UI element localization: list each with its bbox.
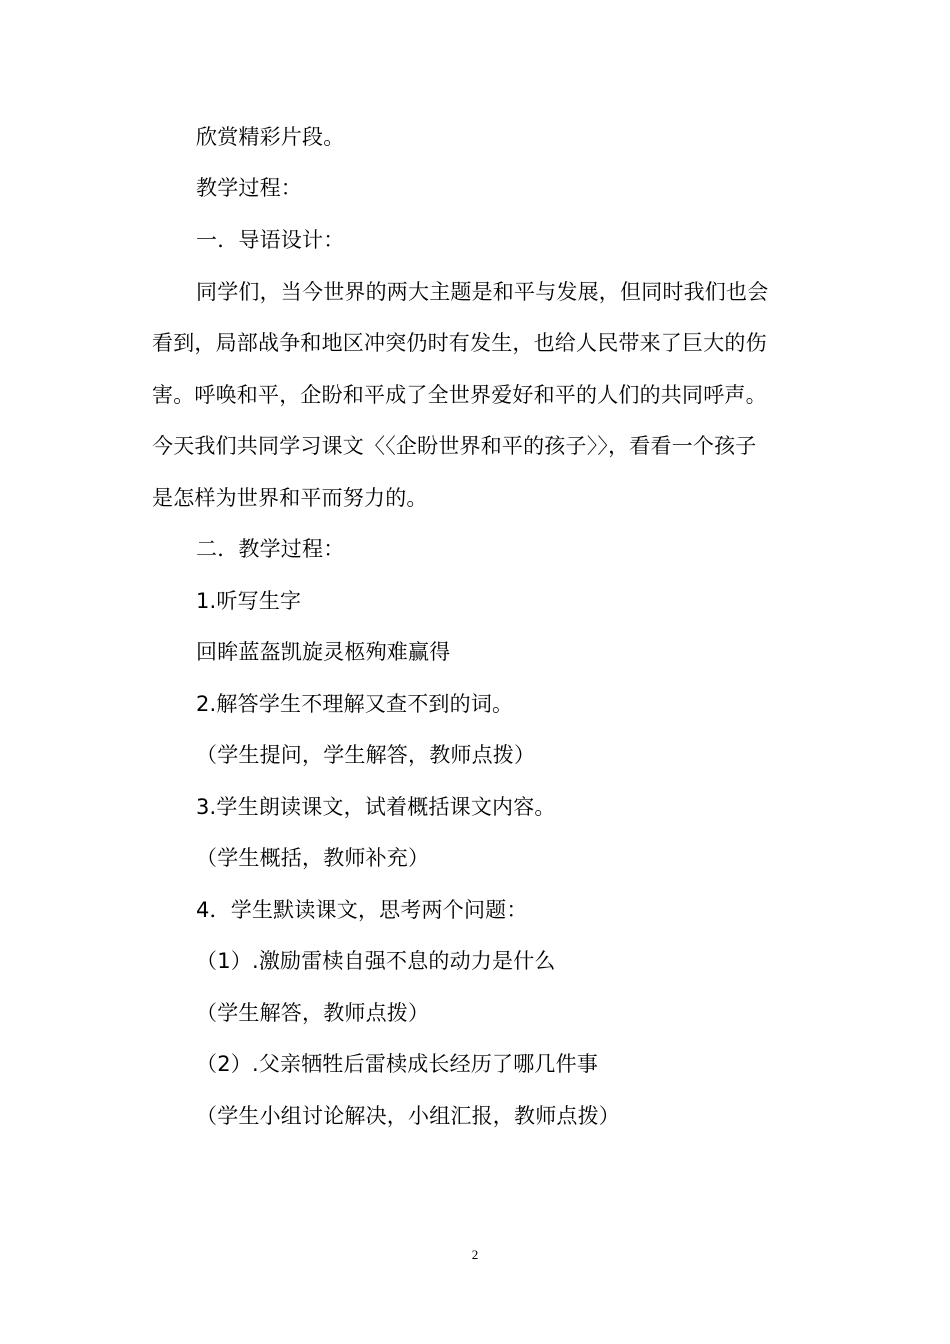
note-step-2: （学生提问，学生解答，教师点拨） [196, 743, 536, 767]
step-2-explain-words: 2.解答学生不理解又查不到的词。 [196, 692, 514, 716]
vocabulary-list: 回眸蓝盔凯旋灵柩殉难赢得 [196, 640, 451, 664]
step-4-silent-reading: 4．学生默读课文，思考两个问题： [196, 898, 528, 922]
heading-teaching-process: 教学过程： [196, 176, 302, 200]
step-1-dictation: 1.听写生字 [196, 589, 302, 613]
question-2: （2）.父亲牺牲后雷椟成长经历了哪几件事 [196, 1052, 599, 1076]
text-line-appreciate: 欣赏精彩片段。 [196, 125, 345, 149]
paragraph-intro-line-3: 害。呼唤和平，企盼和平成了全世界爱好和平的人们的共同呼声。 [152, 383, 767, 407]
heading-teaching-process-2: 二．教学过程： [196, 537, 345, 561]
step-3-read-aloud: 3.学生朗读课文，试着概括课文内容。 [196, 795, 556, 819]
paragraph-intro-line-4: 今天我们共同学习课文〈〈企盼世界和平的孩子〉〉，看看一个孩子 [152, 434, 757, 458]
paragraph-intro-line-5: 是怎样为世界和平而努力的。 [152, 486, 428, 510]
note-step-3: （学生概括，教师补充） [196, 846, 430, 870]
page-number: 2 [471, 1247, 479, 1262]
heading-intro-design: 一．导语设计： [196, 228, 345, 252]
paragraph-intro-line-2: 看到，局部战争和地区冲突仍时有发生，也给人民带来了巨大的伤 [152, 331, 767, 355]
note-question-2: （学生小组讨论解决，小组汇报，教师点拨） [196, 1104, 620, 1128]
paragraph-intro-line-1: 同学们，当今世界的两大主题是和平与发展，但同时我们也会 [196, 280, 769, 304]
question-1: （1）.激励雷椟自强不息的动力是什么 [196, 949, 556, 973]
note-question-1: （学生解答，教师点拨） [196, 1001, 430, 1025]
